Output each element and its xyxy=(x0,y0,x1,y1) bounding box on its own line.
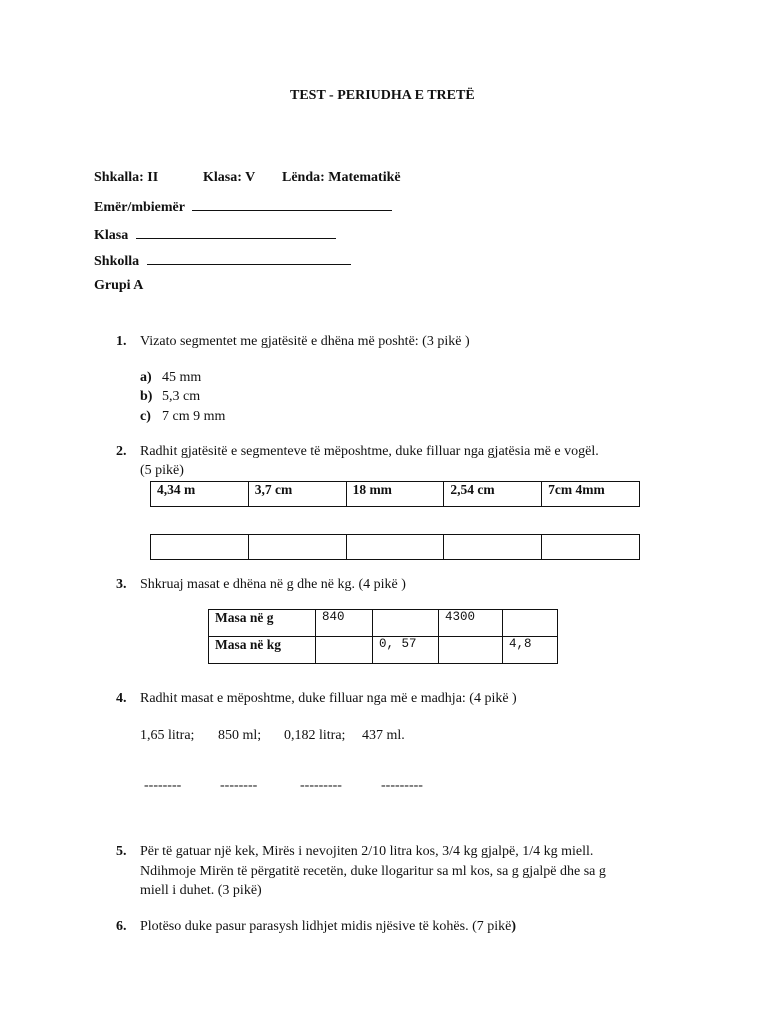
q2-answer-cell[interactable] xyxy=(542,535,640,560)
q2-value-cell: 2,54 cm xyxy=(444,482,542,507)
q2-value-cell: 3,7 cm xyxy=(248,482,346,507)
q1-item-label: c) xyxy=(140,409,151,424)
q2-points: (5 pikë) xyxy=(140,463,184,478)
q5-text-line: miell i duhet. (3 pikë) xyxy=(140,883,262,898)
q4-value: 437 ml. xyxy=(362,728,405,743)
q3-cell: 0, 57 xyxy=(373,637,439,664)
name-blank[interactable] xyxy=(192,198,392,211)
q6-text xyxy=(140,919,516,935)
shkalla-label: Shkalla: II xyxy=(94,170,159,185)
q4-text: Radhit masat e mëposhtme, duke filluar nga më e madhja: (4 pikë ) xyxy=(140,691,517,706)
q3-text: Shkruaj masat e dhëna në g dhe në kg. (4 pikë ) xyxy=(140,577,406,592)
class-field[interactable] xyxy=(94,226,336,244)
q1-item-value: 7 cm 9 mm xyxy=(162,409,226,424)
q2-value-cell: 7cm 4mm xyxy=(542,482,640,507)
q3-number: 3. xyxy=(116,577,127,592)
school-field[interactable] xyxy=(94,252,351,270)
q2-answer-cell[interactable] xyxy=(346,535,444,560)
q1-item-label: b) xyxy=(140,389,153,404)
q4-number: 4. xyxy=(116,691,127,706)
q5-number: 5. xyxy=(116,844,127,859)
page-title: TEST - PERIUDHA E TRETË xyxy=(290,88,475,103)
q4-answer-blank[interactable]: -------- xyxy=(144,778,182,793)
q4-answer-blank[interactable]: -------- xyxy=(220,778,258,793)
q2-value-cell: 4,34 m xyxy=(151,482,249,507)
q2-text: Radhit gjatësitë e segmenteve të mëposhtme, duke filluar nga gjatësia më e vogël. xyxy=(140,444,599,459)
q6-number: 6. xyxy=(116,919,127,934)
q3-row-label: Masa në g xyxy=(209,610,316,637)
q2-values-table xyxy=(150,481,640,507)
q2-answer-cell[interactable] xyxy=(151,535,249,560)
school-label: Shkolla xyxy=(94,254,140,269)
q1-item-value: 5,3 cm xyxy=(162,389,201,404)
q6-text-body: Plotëso duke pasur parasysh lidhjet midis njësive të kohës. (7 pikë xyxy=(140,919,512,934)
q4-answer-blank[interactable]: --------- xyxy=(381,778,423,793)
q2-answer-table[interactable] xyxy=(150,534,640,560)
q6-text-close: ) xyxy=(511,919,516,934)
q3-cell[interactable] xyxy=(373,610,439,637)
q3-cell[interactable] xyxy=(503,610,558,637)
q3-mass-table xyxy=(208,609,558,664)
q1-item-label: a) xyxy=(140,370,152,385)
name-field[interactable] xyxy=(94,198,392,216)
q2-answer-cell[interactable] xyxy=(444,535,542,560)
q1-item-value: 45 mm xyxy=(162,370,202,385)
class-label: Klasa xyxy=(94,228,129,243)
q3-cell[interactable] xyxy=(316,637,373,664)
q4-answer-blank[interactable]: --------- xyxy=(300,778,342,793)
group-label: Grupi A xyxy=(94,278,144,293)
q5-text-line: Ndihmoje Mirën të përgatitë recetën, duke llogaritur sa ml kos, sa g gjalpë dhe sa g xyxy=(140,864,606,879)
q2-answer-cell[interactable] xyxy=(248,535,346,560)
q2-value-cell: 18 mm xyxy=(346,482,444,507)
klasa-level-label: Klasa: V xyxy=(203,170,256,185)
q1-text: Vizato segmentet me gjatësitë e dhëna më poshtë: (3 pikë ) xyxy=(140,334,470,349)
q3-cell[interactable] xyxy=(439,637,503,664)
q3-cell: 840 xyxy=(316,610,373,637)
q4-value: 850 ml; xyxy=(218,728,262,743)
subject-label: Lënda: Matematikë xyxy=(282,170,401,185)
q4-value: 0,182 litra; xyxy=(284,728,346,743)
q3-cell: 4300 xyxy=(439,610,503,637)
q3-cell: 4,8 xyxy=(503,637,558,664)
school-blank[interactable] xyxy=(147,252,351,265)
q5-text-line: Për të gatuar një kek, Mirës i nevojiten 2/10 litra kos, 3/4 kg gjalpë, 1/4 kg miell. xyxy=(140,844,594,859)
class-blank[interactable] xyxy=(136,226,336,239)
name-label: Emër/mbiemër xyxy=(94,200,185,215)
q1-number: 1. xyxy=(116,334,127,349)
q4-value: 1,65 litra; xyxy=(140,728,195,743)
q2-number: 2. xyxy=(116,444,127,459)
q3-row-label: Masa në kg xyxy=(209,637,316,664)
